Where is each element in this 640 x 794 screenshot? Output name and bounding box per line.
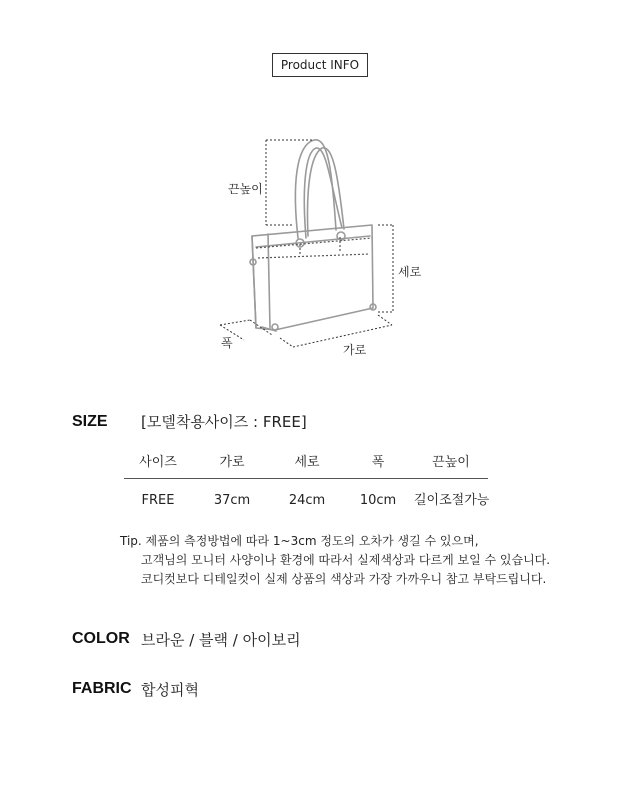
label-depth: 폭	[221, 336, 233, 350]
product-info-title: Product INFO	[272, 53, 368, 77]
fabric-value: 합성피혁	[141, 681, 199, 699]
tip-line: Tip. 제품의 측정방법에 따라 1~3cm 정도의 오차가 생길 수 있으며,	[120, 534, 479, 548]
tip-line: 코디컷보다 디테일컷이 실제 상품의 색상과 가장 가까우니 참고 부탁드립니다.	[141, 572, 547, 586]
color-heading: COLOR	[72, 630, 130, 647]
label-width: 가로	[343, 343, 367, 357]
label-strap-height: 끈높이	[228, 182, 263, 196]
table-row	[124, 479, 488, 523]
size-table	[124, 450, 488, 523]
cell-height: 24cm	[288, 493, 326, 508]
size-table-header	[124, 450, 488, 479]
size-heading: SIZE	[72, 413, 108, 430]
header-size: 사이즈	[139, 455, 177, 470]
cell-width: 37cm	[213, 493, 251, 508]
tip-line: 고객님의 모니터 사양이나 환경에 따라서 실제색상과 다르게 보일 수 있습니다.	[141, 553, 551, 567]
label-height: 세로	[398, 265, 422, 279]
header-strap-height: 끈높이	[432, 455, 470, 470]
color-options: 브라운 / 블랙 / 아이보리	[141, 631, 301, 649]
cell-strap-height: 길이조절가능	[414, 493, 490, 508]
model-size-note: [모델착용사이즈 : FREE]	[141, 413, 307, 431]
cell-size: FREE	[141, 493, 175, 508]
fabric-heading: FABRIC	[72, 680, 132, 697]
cell-depth: 10cm	[359, 493, 397, 508]
header-depth: 폭	[371, 455, 385, 470]
measurement-tips	[120, 532, 550, 589]
header-width: 가로	[219, 455, 245, 470]
header-height: 세로	[294, 455, 320, 470]
